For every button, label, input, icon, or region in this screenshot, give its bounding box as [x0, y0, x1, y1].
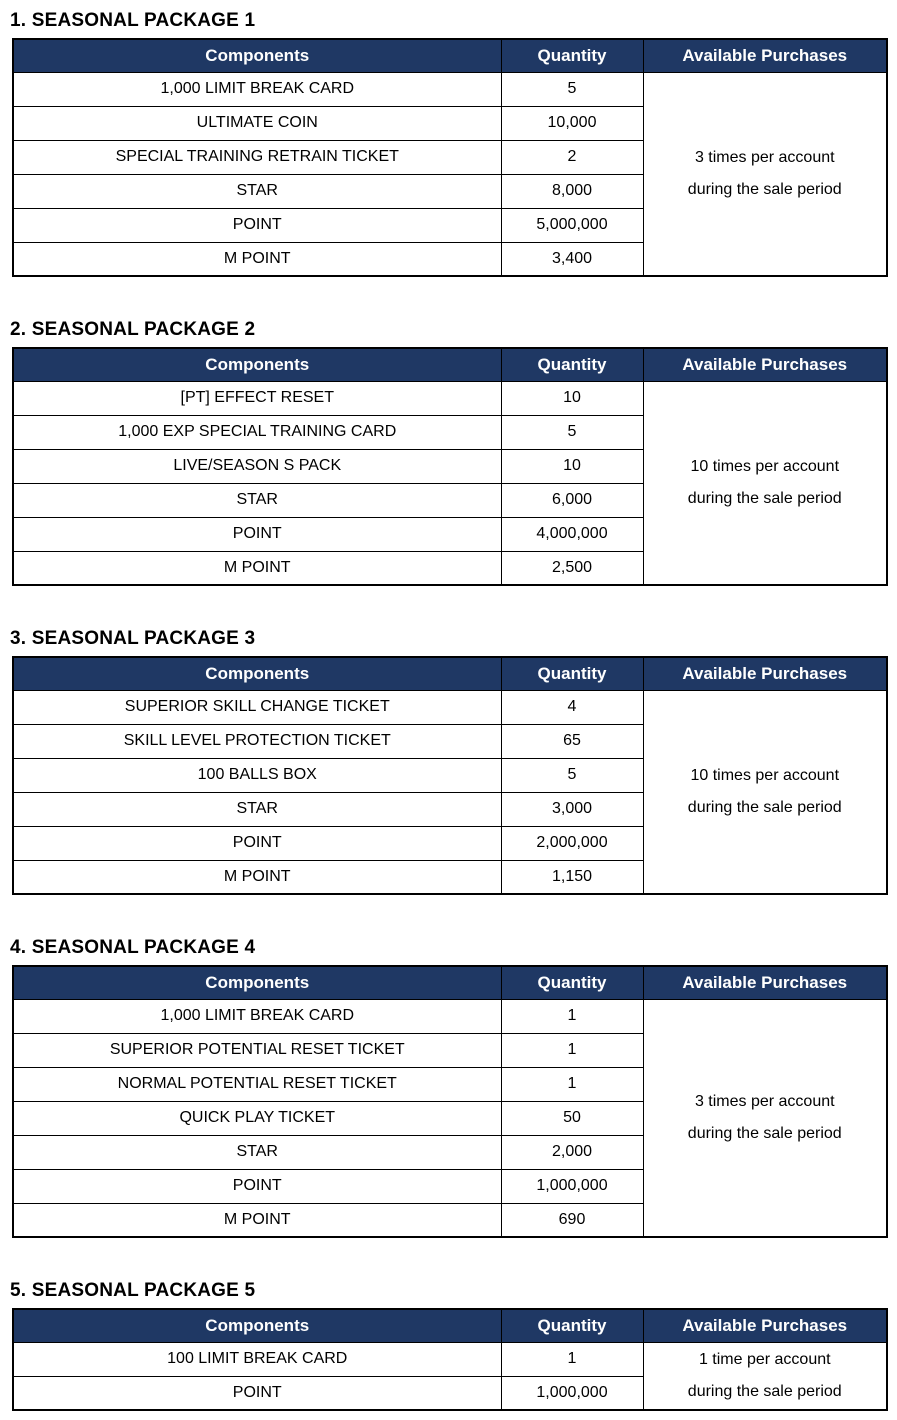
- component-cell: STAR: [13, 1135, 501, 1169]
- package-section-3: [12, 628, 886, 895]
- quantity-column-header: Quantity: [501, 1309, 643, 1342]
- quantity-cell: 5: [501, 415, 643, 449]
- package-section-5: [12, 1280, 886, 1411]
- package-section-4: [12, 937, 886, 1238]
- quantity-cell: 2: [501, 140, 643, 174]
- quantity-cell: 5: [501, 72, 643, 106]
- package-section-1: [12, 10, 886, 277]
- component-cell: STAR: [13, 174, 501, 208]
- quantity-cell: 4: [501, 690, 643, 724]
- package-5-table: [12, 1308, 888, 1411]
- available-purchases-cell: [643, 999, 887, 1237]
- quantity-cell: 2,000,000: [501, 826, 643, 860]
- components-column-header: Components: [13, 966, 501, 999]
- quantity-cell: 2,500: [501, 551, 643, 585]
- component-cell: STAR: [13, 483, 501, 517]
- quantity-column-header: Quantity: [501, 657, 643, 690]
- available-purchases-cell: [643, 1342, 887, 1410]
- component-cell: SUPERIOR SKILL CHANGE TICKET: [13, 690, 501, 724]
- header-row: [13, 348, 887, 381]
- component-cell: SUPERIOR POTENTIAL RESET TICKET: [13, 1033, 501, 1067]
- component-cell: POINT: [13, 208, 501, 242]
- available-purchases-line: during the sale period: [687, 489, 842, 507]
- package-1-table: [12, 38, 888, 277]
- components-column-header: Components: [13, 348, 501, 381]
- available-purchases-line: during the sale period: [687, 1124, 842, 1142]
- component-cell: POINT: [13, 517, 501, 551]
- component-cell: POINT: [13, 1169, 501, 1203]
- component-cell: 1,000 EXP SPECIAL TRAINING CARD: [13, 415, 501, 449]
- quantity-cell: 10: [501, 449, 643, 483]
- available-purchases-cell: [643, 690, 887, 894]
- component-cell: STAR: [13, 792, 501, 826]
- package-4-table: [12, 965, 888, 1238]
- quantity-cell: 6,000: [501, 483, 643, 517]
- components-column-header: Components: [13, 39, 501, 72]
- header-row: [13, 657, 887, 690]
- component-cell: POINT: [13, 826, 501, 860]
- header-row: [13, 966, 887, 999]
- table-row: [13, 381, 887, 415]
- available-purchases-cell: [643, 72, 887, 276]
- available-purchases-line: 3 times per account: [694, 148, 835, 166]
- component-cell: M POINT: [13, 551, 501, 585]
- quantity-cell: 1: [501, 1067, 643, 1101]
- components-column-header: Components: [13, 1309, 501, 1342]
- quantity-cell: 65: [501, 724, 643, 758]
- quantity-cell: 1,150: [501, 860, 643, 894]
- package-5-title: 5. SEASONAL PACKAGE 5: [10, 1280, 256, 1301]
- quantity-cell: 5: [501, 758, 643, 792]
- available-purchases-line: during the sale period: [687, 798, 842, 816]
- quantity-column-header: Quantity: [501, 39, 643, 72]
- table-row: [13, 1342, 887, 1376]
- quantity-cell: 4,000,000: [501, 517, 643, 551]
- quantity-cell: 690: [501, 1203, 643, 1237]
- quantity-cell: 50: [501, 1101, 643, 1135]
- components-column-header: Components: [13, 657, 501, 690]
- available-purchases-column-header: Available Purchases: [643, 39, 887, 72]
- component-cell: M POINT: [13, 860, 501, 894]
- available-purchases-line: 1 time per account: [698, 1350, 831, 1368]
- component-cell: M POINT: [13, 1203, 501, 1237]
- quantity-cell: 1: [501, 999, 643, 1033]
- available-purchases-line: 10 times per account: [690, 457, 840, 475]
- quantity-cell: 3,000: [501, 792, 643, 826]
- package-3-table: [12, 656, 888, 895]
- component-cell: [PT] EFFECT RESET: [13, 381, 501, 415]
- component-cell: LIVE/SEASON S PACK: [13, 449, 501, 483]
- component-cell: 1,000 LIMIT BREAK CARD: [13, 999, 501, 1033]
- package-3-title: 3. SEASONAL PACKAGE 3: [10, 628, 256, 649]
- available-purchases-column-header: Available Purchases: [643, 657, 887, 690]
- quantity-cell: 10: [501, 381, 643, 415]
- available-purchases-column-header: Available Purchases: [643, 966, 887, 999]
- package-1-title: 1. SEASONAL PACKAGE 1: [10, 10, 256, 31]
- available-purchases-line: during the sale period: [687, 1382, 842, 1400]
- available-purchases-line: 3 times per account: [694, 1092, 835, 1110]
- table-row: [13, 999, 887, 1033]
- quantity-cell: 10,000: [501, 106, 643, 140]
- package-2-table: [12, 347, 888, 586]
- component-cell: QUICK PLAY TICKET: [13, 1101, 501, 1135]
- available-purchases-line: during the sale period: [687, 180, 842, 198]
- quantity-cell: 1: [501, 1033, 643, 1067]
- header-row: [13, 39, 887, 72]
- quantity-cell: 1,000,000: [501, 1376, 643, 1410]
- component-cell: POINT: [13, 1376, 501, 1410]
- available-purchases-column-header: Available Purchases: [643, 348, 887, 381]
- component-cell: M POINT: [13, 242, 501, 276]
- component-cell: 1,000 LIMIT BREAK CARD: [13, 72, 501, 106]
- package-section-2: [12, 319, 886, 586]
- quantity-cell: 1,000,000: [501, 1169, 643, 1203]
- package-2-title: 2. SEASONAL PACKAGE 2: [10, 319, 256, 340]
- quantity-cell: 5,000,000: [501, 208, 643, 242]
- component-cell: ULTIMATE COIN: [13, 106, 501, 140]
- component-cell: SKILL LEVEL PROTECTION TICKET: [13, 724, 501, 758]
- quantity-cell: 2,000: [501, 1135, 643, 1169]
- package-4-title: 4. SEASONAL PACKAGE 4: [10, 937, 256, 958]
- available-purchases-column-header: Available Purchases: [643, 1309, 887, 1342]
- table-row: [13, 690, 887, 724]
- available-purchases-cell: [643, 381, 887, 585]
- table-row: [13, 72, 887, 106]
- component-cell: SPECIAL TRAINING RETRAIN TICKET: [13, 140, 501, 174]
- header-row: [13, 1309, 887, 1342]
- component-cell: 100 BALLS BOX: [13, 758, 501, 792]
- quantity-cell: 3,400: [501, 242, 643, 276]
- quantity-cell: 1: [501, 1342, 643, 1376]
- component-cell: 100 LIMIT BREAK CARD: [13, 1342, 501, 1376]
- quantity-cell: 8,000: [501, 174, 643, 208]
- quantity-column-header: Quantity: [501, 348, 643, 381]
- quantity-column-header: Quantity: [501, 966, 643, 999]
- available-purchases-line: 10 times per account: [690, 766, 840, 784]
- component-cell: NORMAL POTENTIAL RESET TICKET: [13, 1067, 501, 1101]
